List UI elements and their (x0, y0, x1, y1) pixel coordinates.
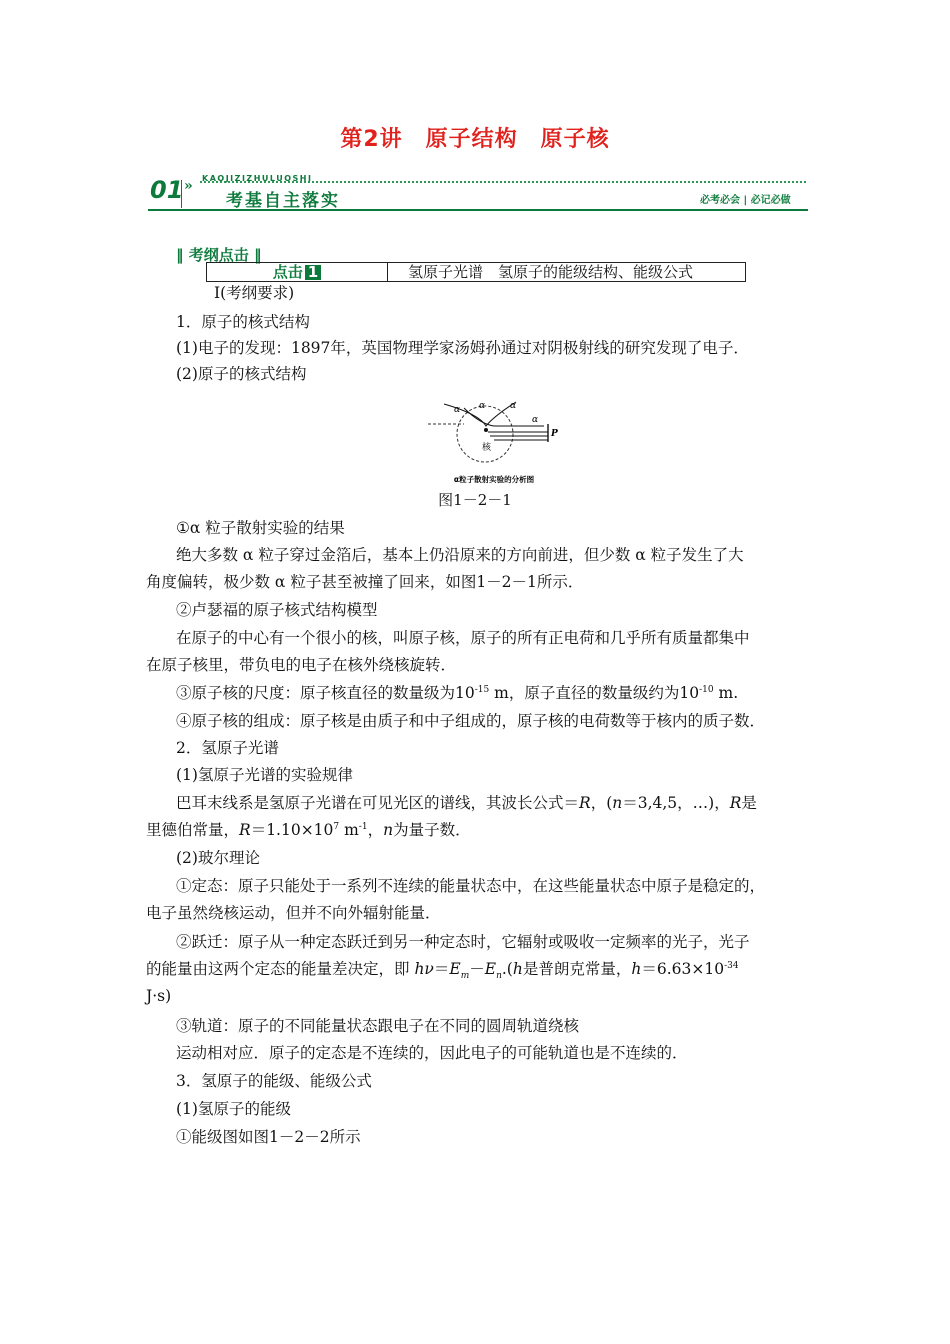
symbol: n (383, 821, 394, 839)
text-line: ①能级图如图1－2－2所示 (176, 1128, 361, 1146)
text-line: (2)玻尔理论 (176, 849, 260, 867)
p-label: P (551, 429, 558, 439)
text-line: 1．原子的核式结构 (176, 313, 310, 331)
text-line: 角度偏转，极少数 α 粒子甚至被撞了回来，如图1－2－1所示． (146, 573, 584, 591)
alpha-label: α (479, 401, 486, 411)
text-span: 的能量由这两个定态的能量差决定，即 (146, 960, 415, 978)
text-line: 运动相对应．原子的定态是不连续的，因此电子的可能轨道也是不连续的． (176, 1044, 688, 1062)
figure-caption: 图1－2－1 (438, 491, 512, 509)
text-line: 绝大多数 α 粒子穿过金箔后，基本上仍沿原来的方向前进，但少数 α 粒子发生了大 (176, 546, 744, 564)
text-span: m (339, 821, 359, 839)
syllabus-topic-cell: 氢原子光谱 氢原子的能级结构、能级公式 (408, 263, 694, 281)
text-span: m，原子直径的数量级约为10 (489, 684, 700, 702)
exponent: 7 (333, 822, 340, 832)
text-line (176, 793, 757, 813)
text-line: ④原子核的组成：原子核是由质子和中子组成的，原子核的电荷数等于核内的质子数． (176, 712, 766, 730)
text-span: 为量子数． (393, 821, 471, 839)
text-span: 是普朗克常量， (522, 960, 632, 978)
exponent: -15 (474, 685, 490, 695)
syllabus-requirement: Ⅰ(考纲要求) (214, 284, 295, 302)
page-title: 第2讲 原子结构 原子核 (340, 127, 610, 152)
symbol: R (239, 821, 251, 839)
alpha-scattering-diagram (424, 396, 564, 494)
section-heading: ‖ 考纲点击 ‖ (176, 246, 262, 264)
text-span: 是 (741, 794, 757, 812)
text-line: 在原子的中心有一个很小的核，叫原子核，原子的所有正电荷和几乎所有质量都集中 (176, 629, 750, 647)
text-line: 2．氢原子光谱 (176, 739, 279, 757)
text-span: ＝1.10×10 (250, 821, 334, 839)
text-span: ③原子核的尺度：原子核直径的数量级为10 (176, 684, 475, 702)
text-line (146, 959, 739, 986)
alpha-label: α (510, 401, 517, 411)
exponent: -10 (699, 685, 714, 695)
alpha-label: α (454, 405, 461, 415)
symbol: E (484, 960, 497, 978)
text-span: m. (713, 684, 739, 702)
diagram-inner-caption: α粒子散射实验的分析图 (453, 475, 535, 484)
syllabus-label-cell (207, 263, 388, 281)
syllabus-label: 点击 (272, 263, 303, 281)
atom-boundary (457, 406, 513, 462)
text-span: ＝3,4,5，…)， (622, 794, 730, 812)
text-span: － (469, 960, 485, 978)
banner-arrow-icon: » (184, 178, 193, 194)
symbol: E (449, 960, 461, 978)
text-line: ①定态：原子只能处于一系列不连续的能量状态中，在这些能量状态中原子是稳定的， (176, 877, 766, 895)
subscript: m (460, 971, 470, 982)
symbol: hν (414, 960, 434, 978)
text-line: ②卢瑟福的原子核式结构模型 (176, 601, 378, 619)
exponent: -1 (358, 822, 368, 832)
symbol: n (612, 794, 623, 812)
symbol: R (729, 794, 742, 812)
nucleus-label: 核 (482, 443, 492, 453)
text-line: 3．氢原子的能级、能级公式 (176, 1072, 372, 1090)
text-line: (1)氢原子光谱的实验规律 (176, 766, 353, 784)
symbol: h (631, 960, 642, 978)
text-line: 电子虽然绕核运动，但并不向外辐射能量． (146, 904, 441, 922)
subscript: n (496, 971, 502, 982)
banner-underline (148, 209, 808, 211)
text-line: ③轨道：原子的不同能量状态跟电子在不同的圆周轨道绕核 (176, 1017, 580, 1035)
banner-divider (181, 180, 182, 208)
alpha-label: α (532, 415, 539, 425)
text-line: (1)氢原子的能级 (176, 1100, 291, 1118)
banner-heading: 考基自主落实 (226, 191, 340, 211)
syllabus-number: 1 (305, 265, 321, 280)
text-span: ，( (590, 794, 613, 812)
banner-tagline: 必考必会 | 必记必做 (700, 195, 791, 206)
text-line: J·s) (146, 987, 172, 1005)
text-span: .( (501, 960, 513, 978)
banner-pinyin: KAOJIZIZHULUOSHI (202, 174, 313, 183)
text-span: ＝ (433, 960, 450, 978)
text-line: ①α 粒子散射实验的结果 (176, 519, 345, 537)
text-line: (1)电子的发现：1897年，英国物理学家汤姆孙通过对阴极射线的研究发现了电子． (176, 339, 749, 357)
text-line: (2)原子的核式结构 (176, 365, 307, 383)
text-span: ， (367, 821, 384, 839)
text-line: 在原子核里，带负电的电子在核外绕核旋转． (146, 656, 457, 674)
text-span: ＝6.63×10 (641, 960, 725, 978)
syllabus-table (206, 262, 746, 282)
banner-number: 01 (150, 176, 184, 204)
text-line: ②跃迁：原子从一种定态跃迁到另一种定态时，它辐射或吸收一定频率的光子，光子 (176, 933, 750, 951)
text-line (176, 683, 738, 703)
text-span: 巴耳末线系是氢原子光谱在可见光区的谱线，其波长公式＝ (176, 794, 580, 812)
symbol: R (579, 794, 591, 812)
nucleus-dot (484, 428, 488, 432)
symbol: h (512, 960, 523, 978)
exponent: -34 (724, 961, 739, 971)
text-span: 里德伯常量， (146, 821, 240, 839)
text-line (146, 820, 471, 840)
